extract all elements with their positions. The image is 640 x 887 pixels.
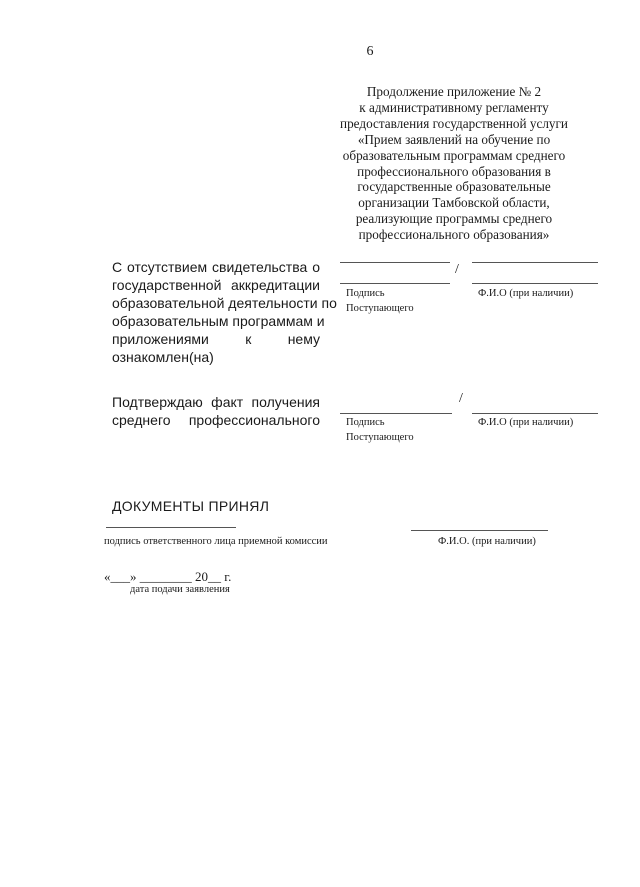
signature-line-top — [340, 262, 450, 263]
signature-caption: Подпись Поступающего — [346, 288, 414, 314]
header-line: профессионального образования в — [357, 163, 551, 179]
documents-accepted-title: ДОКУМЕНТЫ ПРИНЯЛ — [112, 498, 270, 514]
separator-slash: / — [455, 262, 459, 277]
header-line: образовательным программам среднего — [342, 147, 566, 163]
name-line[interactable] — [472, 413, 598, 414]
statement-line: образовательной деятельности по — [112, 295, 337, 311]
signature-line[interactable] — [340, 283, 450, 284]
header-line: профессионального образования» — [358, 227, 550, 243]
commission-name-caption: Ф.И.О. (при наличии) — [438, 536, 536, 547]
header-line: государственные образовательные — [357, 179, 551, 195]
name-line[interactable] — [472, 283, 598, 284]
statement-line: Подтверждаю факт получения — [112, 394, 320, 410]
application-date-caption: дата подачи заявления — [130, 584, 230, 595]
separator-slash: / — [459, 391, 463, 406]
appendix-header — [318, 84, 590, 243]
name-caption: Ф.И.О (при наличии) — [478, 417, 574, 428]
commission-signature-line[interactable] — [106, 527, 236, 528]
statement-line: государственной аккредитации — [112, 277, 320, 293]
header-line: Продолжение приложение № 2 — [366, 84, 542, 99]
statement-line: С отсутствием свидетельства о — [112, 259, 320, 275]
header-line: «Прием заявлений на обучение по — [357, 131, 551, 147]
commission-signature-caption: подпись ответственного лица приемной комиссии — [104, 536, 328, 547]
application-date-field[interactable]: «___» ________ 20__ г. — [104, 569, 232, 584]
statement-line: образовательным программам и — [112, 313, 325, 329]
header-line: к административному регламенту — [359, 99, 549, 115]
header-line: организации Тамбовской области, — [358, 195, 550, 211]
header-line: предоставления государственной услуги — [340, 115, 568, 131]
name-caption: Ф.И.О (при наличии) — [478, 288, 574, 299]
statement-line: среднего профессионального — [112, 412, 320, 428]
signature-line[interactable] — [340, 413, 452, 414]
statement-line: ознакомлен(на) — [112, 349, 214, 365]
statement-line: приложениями к нему — [112, 331, 320, 347]
signature-caption: Подпись Поступающего — [346, 417, 414, 443]
name-line-top — [472, 262, 598, 263]
receipt-statement — [112, 393, 320, 429]
accreditation-statement — [112, 258, 337, 366]
page-number: 6 — [366, 44, 374, 59]
commission-name-line[interactable] — [411, 530, 548, 531]
header-line: реализующие программы среднего — [355, 211, 553, 227]
